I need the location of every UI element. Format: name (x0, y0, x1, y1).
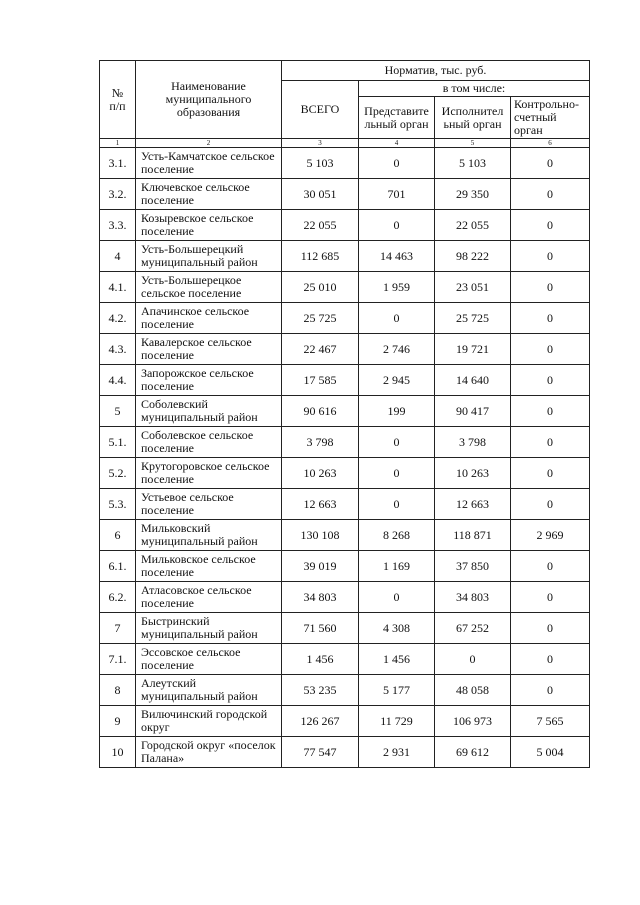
row-name: Мильковский муниципальный район (136, 520, 282, 551)
row-ctrl: 0 (511, 179, 590, 210)
row-total: 17 585 (282, 365, 359, 396)
row-total: 3 798 (282, 427, 359, 458)
row-repr: 701 (359, 179, 435, 210)
row-ctrl: 0 (511, 458, 590, 489)
row-total: 130 108 (282, 520, 359, 551)
row-total: 25 010 (282, 272, 359, 303)
row-ctrl: 0 (511, 675, 590, 706)
row-repr: 5 177 (359, 675, 435, 706)
row-exec: 29 350 (435, 179, 511, 210)
row-number: 5.1. (100, 427, 136, 458)
row-repr: 1 456 (359, 644, 435, 675)
row-number: 4.2. (100, 303, 136, 334)
table-row (100, 644, 590, 675)
row-exec: 22 055 (435, 210, 511, 241)
row-repr: 11 729 (359, 706, 435, 737)
row-total: 10 263 (282, 458, 359, 489)
table-row (100, 241, 590, 272)
row-name: Городской округ «поселок Палана» (136, 737, 282, 768)
row-number: 6.2. (100, 582, 136, 613)
row-total: 22 055 (282, 210, 359, 241)
row-number: 4.3. (100, 334, 136, 365)
table-row (100, 675, 590, 706)
row-number: 5.3. (100, 489, 136, 520)
row-total: 1 456 (282, 644, 359, 675)
row-name: Апачинское сельское поселение (136, 303, 282, 334)
row-number: 7 (100, 613, 136, 644)
row-name: Эссовское сельское поселение (136, 644, 282, 675)
row-repr: 2 931 (359, 737, 435, 768)
row-exec: 10 263 (435, 458, 511, 489)
row-repr: 8 268 (359, 520, 435, 551)
row-total: 5 103 (282, 148, 359, 179)
index-cell: 3 (282, 139, 359, 148)
row-name: Вилючинский городской округ (136, 706, 282, 737)
row-name: Атласовское сельское поселение (136, 582, 282, 613)
header-ctrl: Контрольно-счетный орган (511, 97, 590, 139)
header-exec: Исполнител ьный орган (435, 97, 511, 139)
row-number: 5 (100, 396, 136, 427)
row-number: 9 (100, 706, 136, 737)
row-total: 30 051 (282, 179, 359, 210)
table-body (100, 148, 590, 768)
row-total: 22 467 (282, 334, 359, 365)
row-total: 53 235 (282, 675, 359, 706)
row-name: Крутогоровское сельское поселение (136, 458, 282, 489)
row-repr: 0 (359, 148, 435, 179)
row-exec: 19 721 (435, 334, 511, 365)
row-repr: 1 169 (359, 551, 435, 582)
row-ctrl: 0 (511, 613, 590, 644)
row-name: Соболевское сельское поселение (136, 427, 282, 458)
row-name: Запорожское сельское поселение (136, 365, 282, 396)
norms-table (99, 60, 590, 768)
row-repr: 0 (359, 303, 435, 334)
row-ctrl: 0 (511, 582, 590, 613)
row-name: Усть-Большерецкое сельское поселение (136, 272, 282, 303)
row-total: 12 663 (282, 489, 359, 520)
row-exec: 37 850 (435, 551, 511, 582)
header-name: Наименование муниципального образования (136, 61, 282, 139)
table-row (100, 458, 590, 489)
row-exec: 98 222 (435, 241, 511, 272)
row-total: 39 019 (282, 551, 359, 582)
row-ctrl: 0 (511, 210, 590, 241)
row-number: 8 (100, 675, 136, 706)
table-row (100, 148, 590, 179)
row-total: 71 560 (282, 613, 359, 644)
row-name: Усть-Камчатское сельское поселение (136, 148, 282, 179)
table-row (100, 520, 590, 551)
row-exec: 3 798 (435, 427, 511, 458)
row-name: Соболевский муниципальный район (136, 396, 282, 427)
row-exec: 25 725 (435, 303, 511, 334)
row-ctrl: 7 565 (511, 706, 590, 737)
row-exec: 23 051 (435, 272, 511, 303)
row-repr: 2 945 (359, 365, 435, 396)
table-row (100, 489, 590, 520)
table-row (100, 334, 590, 365)
row-ctrl: 0 (511, 427, 590, 458)
row-number: 7.1. (100, 644, 136, 675)
row-repr: 0 (359, 489, 435, 520)
index-cell: 4 (359, 139, 435, 148)
index-cell: 5 (435, 139, 511, 148)
row-exec: 90 417 (435, 396, 511, 427)
row-name: Устьевое сельское поселение (136, 489, 282, 520)
row-exec: 48 058 (435, 675, 511, 706)
row-total: 25 725 (282, 303, 359, 334)
table-row (100, 179, 590, 210)
header-incl: в том числе: (359, 81, 590, 97)
row-name: Ключевское сельское поселение (136, 179, 282, 210)
header-total: ВСЕГО (282, 81, 359, 139)
row-number: 4.4. (100, 365, 136, 396)
row-exec: 5 103 (435, 148, 511, 179)
row-ctrl: 0 (511, 644, 590, 675)
row-repr: 0 (359, 427, 435, 458)
row-repr: 0 (359, 210, 435, 241)
row-name: Алеутский муниципальный район (136, 675, 282, 706)
row-repr: 1 959 (359, 272, 435, 303)
table-row (100, 303, 590, 334)
row-exec: 0 (435, 644, 511, 675)
row-repr: 2 746 (359, 334, 435, 365)
row-number: 4 (100, 241, 136, 272)
row-ctrl: 0 (511, 334, 590, 365)
row-total: 112 685 (282, 241, 359, 272)
row-total: 126 267 (282, 706, 359, 737)
row-ctrl: 0 (511, 148, 590, 179)
table-row (100, 737, 590, 768)
row-name: Мильковское сельское поселение (136, 551, 282, 582)
row-number: 6 (100, 520, 136, 551)
table-row (100, 551, 590, 582)
row-ctrl: 0 (511, 303, 590, 334)
row-ctrl: 0 (511, 272, 590, 303)
table-row (100, 613, 590, 644)
index-cell: 1 (100, 139, 136, 148)
row-exec: 69 612 (435, 737, 511, 768)
row-ctrl: 5 004 (511, 737, 590, 768)
row-number: 10 (100, 737, 136, 768)
row-exec: 106 973 (435, 706, 511, 737)
row-number: 6.1. (100, 551, 136, 582)
row-total: 34 803 (282, 582, 359, 613)
row-repr: 14 463 (359, 241, 435, 272)
row-total: 90 616 (282, 396, 359, 427)
row-ctrl: 0 (511, 241, 590, 272)
header-num: № п/п (100, 61, 136, 139)
row-repr: 4 308 (359, 613, 435, 644)
row-ctrl: 0 (511, 396, 590, 427)
row-exec: 118 871 (435, 520, 511, 551)
row-number: 5.2. (100, 458, 136, 489)
column-index-row (100, 139, 590, 148)
row-number: 3.1. (100, 148, 136, 179)
row-total: 77 547 (282, 737, 359, 768)
row-exec: 12 663 (435, 489, 511, 520)
row-name: Козыревское сельское поселение (136, 210, 282, 241)
table-row (100, 396, 590, 427)
row-exec: 34 803 (435, 582, 511, 613)
row-repr: 0 (359, 582, 435, 613)
row-exec: 67 252 (435, 613, 511, 644)
row-ctrl: 0 (511, 489, 590, 520)
index-cell: 2 (136, 139, 282, 148)
row-name: Быстринский муниципальный район (136, 613, 282, 644)
row-exec: 14 640 (435, 365, 511, 396)
row-number: 4.1. (100, 272, 136, 303)
row-ctrl: 2 969 (511, 520, 590, 551)
row-repr: 0 (359, 458, 435, 489)
row-number: 3.3. (100, 210, 136, 241)
table-row (100, 210, 590, 241)
row-number: 3.2. (100, 179, 136, 210)
index-cell: 6 (511, 139, 590, 148)
row-repr: 199 (359, 396, 435, 427)
row-ctrl: 0 (511, 365, 590, 396)
row-ctrl: 0 (511, 551, 590, 582)
header-norm: Норматив, тыс. руб. (282, 61, 590, 81)
table-row (100, 365, 590, 396)
table-row (100, 427, 590, 458)
table-row (100, 272, 590, 303)
table-row (100, 706, 590, 737)
table-row (100, 582, 590, 613)
header-repr: Представите льный орган (359, 97, 435, 139)
row-name: Кавалерское сельское поселение (136, 334, 282, 365)
row-name: Усть-Большерецкий муниципальный район (136, 241, 282, 272)
